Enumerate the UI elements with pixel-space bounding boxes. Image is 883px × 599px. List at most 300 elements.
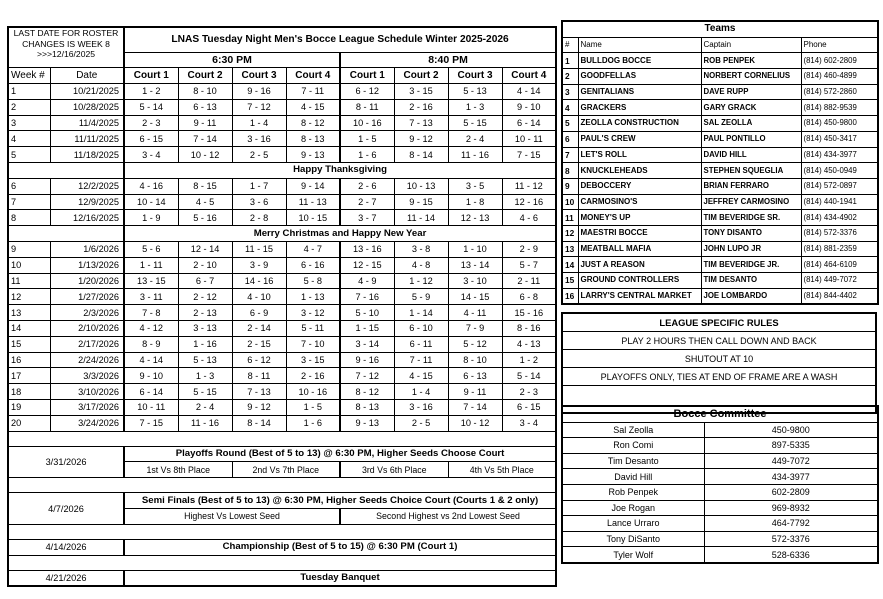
committee-member-phone: 464-7792 (704, 516, 878, 532)
week-number: 11 (8, 273, 50, 289)
championship-row (8, 539, 556, 555)
committee-row (562, 469, 878, 485)
week-number: 15 (8, 336, 50, 352)
matchup-cell: 10 - 12 (448, 415, 502, 431)
week-number: 16 (8, 352, 50, 368)
matchup-cell: 1 - 2 (502, 352, 556, 368)
spacer-row (8, 555, 556, 570)
matchup-cell: 10 - 16 (340, 115, 394, 131)
committee-member-phone: 450-9800 (704, 422, 878, 438)
week-number: 4 (8, 131, 50, 147)
team-phone: (814) 882-9539 (801, 100, 878, 116)
matchup-cell: 4 - 14 (502, 84, 556, 100)
matchup-cell: 5 - 13 (178, 352, 232, 368)
team-phone: (814) 572-2860 (801, 84, 878, 100)
court-header: Court 4 (502, 68, 556, 84)
committee-row (562, 484, 878, 500)
court-header: Court 2 (394, 68, 448, 84)
week-number: 1 (8, 84, 50, 100)
team-number: 3 (562, 84, 578, 100)
matchup-cell: 7 - 10 (286, 336, 340, 352)
matchup-cell: 7 - 11 (286, 84, 340, 100)
week-row (8, 273, 556, 289)
committee-row (562, 547, 878, 563)
matchup-cell: 2 - 14 (232, 321, 286, 337)
column-headers (8, 68, 556, 84)
team-phone: (814) 881-2359 (801, 241, 878, 257)
matchup-cell: 1 - 16 (178, 336, 232, 352)
committee-member-name: Tim Desanto (562, 453, 704, 469)
matchup-cell: 8 - 12 (340, 384, 394, 400)
court-header: Court 1 (340, 68, 394, 84)
matchup-cell: 10 - 13 (394, 178, 448, 194)
matchup-cell: 7 - 13 (232, 384, 286, 400)
time-slot-early: 6:30 PM (124, 52, 340, 68)
week-row (8, 242, 556, 258)
matchup-cell: 8 - 12 (286, 115, 340, 131)
rules-table (561, 312, 877, 414)
matchup-cell: 15 - 16 (502, 305, 556, 321)
team-captain: STEPHEN SQUEGLIA (701, 163, 801, 179)
team-name: CARMOSINO'S (578, 194, 701, 210)
teams-title: Teams (562, 21, 878, 37)
matchup-cell: 2 - 16 (286, 368, 340, 384)
roster-note-line: LAST DATE FOR ROSTER (13, 28, 119, 38)
committee-member-phone: 572-3376 (704, 531, 878, 547)
team-name: MONEY'S UP (578, 210, 701, 226)
week-row (8, 115, 556, 131)
matchup-cell: 2 - 6 (340, 178, 394, 194)
team-number: 9 (562, 178, 578, 194)
matchup-cell: 5 - 11 (286, 321, 340, 337)
semis-date: 4/7/2026 (8, 493, 124, 525)
matchup-cell: 4 - 8 (394, 257, 448, 273)
matchup-cell: 3 - 15 (286, 352, 340, 368)
matchup-cell: 5 - 6 (124, 242, 178, 258)
matchup-cell: 1 - 6 (340, 147, 394, 163)
team-captain: JOHN LUPO JR (701, 241, 801, 257)
matchup-cell: 6 - 14 (124, 384, 178, 400)
matchup-cell: 6 - 12 (232, 352, 286, 368)
week-date: 1/27/2026 (50, 289, 124, 305)
matchup-cell: 3 - 6 (232, 194, 286, 210)
matchup-cell: 5 - 8 (286, 273, 340, 289)
team-phone: (814) 602-2809 (801, 53, 878, 69)
team-name: LARRY'S CENTRAL MARKET (578, 288, 701, 304)
team-phone: (814) 449-7072 (801, 273, 878, 289)
matchup-cell: 8 - 14 (394, 147, 448, 163)
committee-member-phone: 969-8932 (704, 500, 878, 516)
week-date: 11/11/2025 (50, 131, 124, 147)
matchup-cell: 11 - 15 (232, 242, 286, 258)
week-date: 2/24/2026 (50, 352, 124, 368)
team-captain-header: Captain (701, 37, 801, 53)
team-number: 12 (562, 225, 578, 241)
committee-row (562, 438, 878, 454)
committee-row (562, 516, 878, 532)
matchup-cell: 12 - 13 (448, 210, 502, 226)
court-header: Court 2 (178, 68, 232, 84)
matchup-cell: 4 - 9 (340, 273, 394, 289)
matchup-cell: 2 - 4 (448, 131, 502, 147)
matchup-cell: 1 - 8 (448, 194, 502, 210)
matchup-cell: 1 - 4 (232, 115, 286, 131)
matchup-cell: 4 - 7 (286, 242, 340, 258)
week-row (8, 257, 556, 273)
matchup-cell: 7 - 9 (448, 321, 502, 337)
matchup-cell: 8 - 9 (124, 336, 178, 352)
matchup-cell: 1 - 14 (394, 305, 448, 321)
matchup-cell: 10 - 16 (286, 384, 340, 400)
matchup-cell: 8 - 15 (178, 178, 232, 194)
matchup-cell: 4 - 6 (502, 210, 556, 226)
team-captain: TIM DESANTO (701, 273, 801, 289)
matchup-cell: 9 - 16 (340, 352, 394, 368)
matchup-cell: 9 - 12 (232, 400, 286, 416)
matchup-cell: 13 - 16 (340, 242, 394, 258)
matchup-cell: 7 - 15 (502, 147, 556, 163)
schedule-title: LNAS Tuesday Night Men's Bocce League Schedule Winter 2025-2026 (124, 27, 556, 52)
matchup-cell: 12 - 14 (178, 242, 232, 258)
committee-member-name: Sal Zeolla (562, 422, 704, 438)
matchup-cell: 3 - 7 (340, 210, 394, 226)
week-header: Week # (8, 68, 50, 84)
matchup-cell: 2 - 5 (232, 147, 286, 163)
matchup-cell: 2 - 15 (232, 336, 286, 352)
matchup-cell: 6 - 16 (286, 257, 340, 273)
matchup-cell: 1 - 13 (286, 289, 340, 305)
team-name: DEBOCCERY (578, 178, 701, 194)
team-number: 5 (562, 116, 578, 132)
team-name: MAESTRI BOCCE (578, 225, 701, 241)
matchup-cell: 7 - 12 (232, 99, 286, 115)
matchup-cell: 10 - 14 (124, 194, 178, 210)
week-date: 3/3/2026 (50, 368, 124, 384)
matchup-cell: 10 - 15 (286, 210, 340, 226)
matchup-cell: 1 - 7 (232, 178, 286, 194)
playoffs-title: Playoffs Round (Best of 5 to 13) @ 6:30 PM, Higher Seeds Choose Court (124, 446, 556, 462)
week-date: 3/10/2026 (50, 384, 124, 400)
week-number: 14 (8, 321, 50, 337)
team-name: BULLDOG BOCCE (578, 53, 701, 69)
schedule-table (7, 26, 557, 587)
team-captain: JEFFREY CARMOSINO (701, 194, 801, 210)
roster-note (8, 27, 124, 68)
team-row (562, 100, 878, 116)
matchup-cell: 2 - 11 (502, 273, 556, 289)
matchup-cell: 10 - 11 (502, 131, 556, 147)
matchup-cell: 8 - 10 (448, 352, 502, 368)
matchup-cell: 12 - 16 (502, 194, 556, 210)
time-slot-late: 8:40 PM (340, 52, 556, 68)
matchup-cell: 9 - 14 (286, 178, 340, 194)
banquet-title: Tuesday Banquet (124, 570, 556, 586)
week-date: 12/9/2025 (50, 194, 124, 210)
week-row (8, 194, 556, 210)
matchup-cell: 3 - 9 (232, 257, 286, 273)
matchup-cell: 7 - 13 (394, 115, 448, 131)
team-name: GOODFELLAS (578, 69, 701, 85)
holiday-label: Merry Christmas and Happy New Year (124, 226, 556, 242)
team-phone: (814) 450-9800 (801, 116, 878, 132)
matchup-cell: 3 - 4 (124, 147, 178, 163)
matchup-cell: 5 - 14 (502, 368, 556, 384)
matchup-cell: 12 - 15 (340, 257, 394, 273)
matchup-cell: 8 - 13 (340, 400, 394, 416)
team-number: 2 (562, 69, 578, 85)
holiday-blank (8, 163, 124, 179)
teams-table (561, 20, 879, 305)
team-row (562, 131, 878, 147)
holiday-row (8, 226, 556, 242)
committee-member-phone: 602-2809 (704, 484, 878, 500)
week-row (8, 305, 556, 321)
matchup-cell: 13 - 14 (448, 257, 502, 273)
team-name: KNUCKLEHEADS (578, 163, 701, 179)
team-captain: PAUL PONTILLO (701, 131, 801, 147)
matchup-cell: 6 - 11 (394, 336, 448, 352)
week-number: 3 (8, 115, 50, 131)
team-phone: (814) 434-3977 (801, 147, 878, 163)
week-date: 3/17/2026 (50, 400, 124, 416)
team-row (562, 288, 878, 304)
team-captain: NORBERT CORNELIUS (701, 69, 801, 85)
matchup-cell: 5 - 12 (448, 336, 502, 352)
team-captain: ROB PENPEK (701, 53, 801, 69)
matchup-cell: 10 - 11 (124, 400, 178, 416)
roster-note-line: >>>12/16/2025 (36, 49, 96, 59)
matchup-cell: 14 - 15 (448, 289, 502, 305)
team-name-header: Name (578, 37, 701, 53)
week-row (8, 368, 556, 384)
playoffs-row (8, 446, 556, 462)
matchup-cell: 8 - 14 (232, 415, 286, 431)
team-number: 10 (562, 194, 578, 210)
team-name: LET'S ROLL (578, 147, 701, 163)
committee-member-phone: 434-3977 (704, 469, 878, 485)
matchup-cell: 3 - 4 (502, 415, 556, 431)
matchup-cell: 13 - 15 (124, 273, 178, 289)
team-num-header: # (562, 37, 578, 53)
semis-matchup: Highest Vs Lowest Seed (124, 509, 340, 525)
team-number: 8 (562, 163, 578, 179)
matchup-cell: 4 - 15 (286, 99, 340, 115)
committee-row (562, 531, 878, 547)
matchup-cell: 3 - 14 (340, 336, 394, 352)
matchup-cell: 9 - 12 (394, 131, 448, 147)
court-header: Court 3 (448, 68, 502, 84)
playoffs-date: 3/31/2026 (8, 446, 124, 478)
playoff-matchup: 2nd Vs 7th Place (232, 462, 340, 478)
matchup-cell: 9 - 10 (124, 368, 178, 384)
team-row (562, 241, 878, 257)
team-captain: BRIAN FERRARO (701, 178, 801, 194)
matchup-cell: 4 - 12 (124, 321, 178, 337)
team-row (562, 69, 878, 85)
team-phone: (814) 450-3417 (801, 131, 878, 147)
matchup-cell: 3 - 11 (124, 289, 178, 305)
matchup-cell: 5 - 15 (178, 384, 232, 400)
week-date: 2/10/2026 (50, 321, 124, 337)
championship-title: Championship (Best of 5 to 15) @ 6:30 PM (Court 1) (124, 539, 556, 555)
matchup-cell: 9 - 16 (232, 84, 286, 100)
team-number: 6 (562, 131, 578, 147)
team-row (562, 147, 878, 163)
committee-member-name: Rob Penpek (562, 484, 704, 500)
matchup-cell: 4 - 15 (394, 368, 448, 384)
week-number: 6 (8, 178, 50, 194)
team-row (562, 163, 878, 179)
team-name: GENITALIANS (578, 84, 701, 100)
championship-date: 4/14/2026 (8, 539, 124, 555)
matchup-cell: 1 - 3 (178, 368, 232, 384)
committee-table (561, 405, 879, 564)
team-phone-header: Phone (801, 37, 878, 53)
matchup-cell: 8 - 11 (232, 368, 286, 384)
matchup-cell: 4 - 11 (448, 305, 502, 321)
holiday-label: Happy Thanksgiving (124, 163, 556, 179)
team-phone: (814) 572-3376 (801, 225, 878, 241)
committee-member-name: Ron Comi (562, 438, 704, 454)
matchup-cell: 2 - 10 (178, 257, 232, 273)
matchup-cell: 1 - 12 (394, 273, 448, 289)
date-header: Date (50, 68, 124, 84)
team-captain: DAVID HILL (701, 147, 801, 163)
week-date: 1/13/2026 (50, 257, 124, 273)
rules-title: LEAGUE SPECIFIC RULES (562, 313, 876, 332)
matchup-cell: 11 - 16 (448, 147, 502, 163)
week-row (8, 415, 556, 431)
team-captain: TONY DISANTO (701, 225, 801, 241)
week-date: 10/28/2025 (50, 99, 124, 115)
team-phone: (814) 440-1941 (801, 194, 878, 210)
week-row (8, 178, 556, 194)
team-name: GROUND CONTROLLERS (578, 273, 701, 289)
committee-member-name: Lance Urraro (562, 516, 704, 532)
matchup-cell: 11 - 12 (502, 178, 556, 194)
matchup-cell: 5 - 9 (394, 289, 448, 305)
week-number: 10 (8, 257, 50, 273)
matchup-cell: 6 - 12 (340, 84, 394, 100)
team-name: JUST A REASON (578, 257, 701, 273)
week-row (8, 321, 556, 337)
committee-member-name: Tyler Wolf (562, 547, 704, 563)
matchup-cell: 11 - 16 (178, 415, 232, 431)
spacer-row (8, 478, 556, 493)
team-captain: JOE LOMBARDO (701, 288, 801, 304)
matchup-cell: 6 - 7 (178, 273, 232, 289)
matchup-cell: 7 - 8 (124, 305, 178, 321)
matchup-cell: 9 - 11 (448, 384, 502, 400)
matchup-cell: 2 - 13 (178, 305, 232, 321)
team-captain: TIM BEVERIDGE JR. (701, 257, 801, 273)
committee-member-name: Joe Rogan (562, 500, 704, 516)
matchup-cell: 2 - 12 (178, 289, 232, 305)
team-row (562, 225, 878, 241)
matchup-cell: 6 - 9 (232, 305, 286, 321)
week-number: 5 (8, 147, 50, 163)
banquet-date: 4/21/2026 (8, 570, 124, 586)
matchup-cell: 1 - 2 (124, 84, 178, 100)
rule-item: PLAY 2 HOURS THEN CALL DOWN AND BACK (562, 332, 876, 350)
matchup-cell: 5 - 16 (178, 210, 232, 226)
semis-row (8, 493, 556, 509)
teams-headers (562, 37, 878, 53)
playoff-matchup: 3rd Vs 6th Place (340, 462, 448, 478)
week-number: 20 (8, 415, 50, 431)
matchup-cell: 6 - 13 (448, 368, 502, 384)
rule-item: PLAYOFFS ONLY, TIES AT END OF FRAME ARE A WASH (562, 368, 876, 386)
semis-matchup: Second Highest vs 2nd Lowest Seed (340, 509, 556, 525)
matchup-cell: 3 - 12 (286, 305, 340, 321)
matchup-cell: 3 - 15 (394, 84, 448, 100)
committee-member-name: Tony DiSanto (562, 531, 704, 547)
team-captain: GARY GRACK (701, 100, 801, 116)
matchup-cell: 4 - 10 (232, 289, 286, 305)
matchup-cell: 7 - 16 (340, 289, 394, 305)
matchup-cell: 8 - 13 (286, 131, 340, 147)
week-number: 9 (8, 242, 50, 258)
week-row (8, 99, 556, 115)
team-row (562, 210, 878, 226)
matchup-cell: 8 - 10 (178, 84, 232, 100)
team-number: 11 (562, 210, 578, 226)
matchup-cell: 5 - 15 (448, 115, 502, 131)
matchup-cell: 1 - 6 (286, 415, 340, 431)
matchup-cell: 6 - 15 (124, 131, 178, 147)
matchup-cell: 3 - 10 (448, 273, 502, 289)
matchup-cell: 9 - 13 (286, 147, 340, 163)
banquet-row (8, 570, 556, 586)
week-number: 12 (8, 289, 50, 305)
matchup-cell: 1 - 4 (394, 384, 448, 400)
team-number: 4 (562, 100, 578, 116)
matchup-cell: 4 - 14 (124, 352, 178, 368)
week-row (8, 84, 556, 100)
matchup-cell: 2 - 16 (394, 99, 448, 115)
week-number: 13 (8, 305, 50, 321)
matchup-cell: 2 - 3 (124, 115, 178, 131)
matchup-cell: 11 - 14 (394, 210, 448, 226)
matchup-cell: 7 - 14 (178, 131, 232, 147)
committee-row (562, 500, 878, 516)
spacer-row (8, 431, 556, 446)
team-number: 1 (562, 53, 578, 69)
matchup-cell: 4 - 16 (124, 178, 178, 194)
matchup-cell: 7 - 11 (394, 352, 448, 368)
team-phone: (814) 844-4402 (801, 288, 878, 304)
week-number: 8 (8, 210, 50, 226)
team-phone: (814) 464-6109 (801, 257, 878, 273)
matchup-cell: 2 - 7 (340, 194, 394, 210)
team-phone: (814) 434-4902 (801, 210, 878, 226)
team-name: PAUL'S CREW (578, 131, 701, 147)
matchup-cell: 1 - 5 (286, 400, 340, 416)
week-date: 2/17/2026 (50, 336, 124, 352)
week-date: 11/18/2025 (50, 147, 124, 163)
week-date: 3/24/2026 (50, 415, 124, 431)
court-header: Court 4 (286, 68, 340, 84)
matchup-cell: 1 - 9 (124, 210, 178, 226)
week-row (8, 131, 556, 147)
matchup-cell: 5 - 7 (502, 257, 556, 273)
matchup-cell: 9 - 10 (502, 99, 556, 115)
court-header: Court 3 (232, 68, 286, 84)
semis-title: Semi Finals (Best of 5 to 13) @ 6:30 PM, Higher Seeds Choice Court (Courts 1 & 2 only) (124, 493, 556, 509)
matchup-cell: 2 - 9 (502, 242, 556, 258)
week-number: 17 (8, 368, 50, 384)
team-number: 13 (562, 241, 578, 257)
